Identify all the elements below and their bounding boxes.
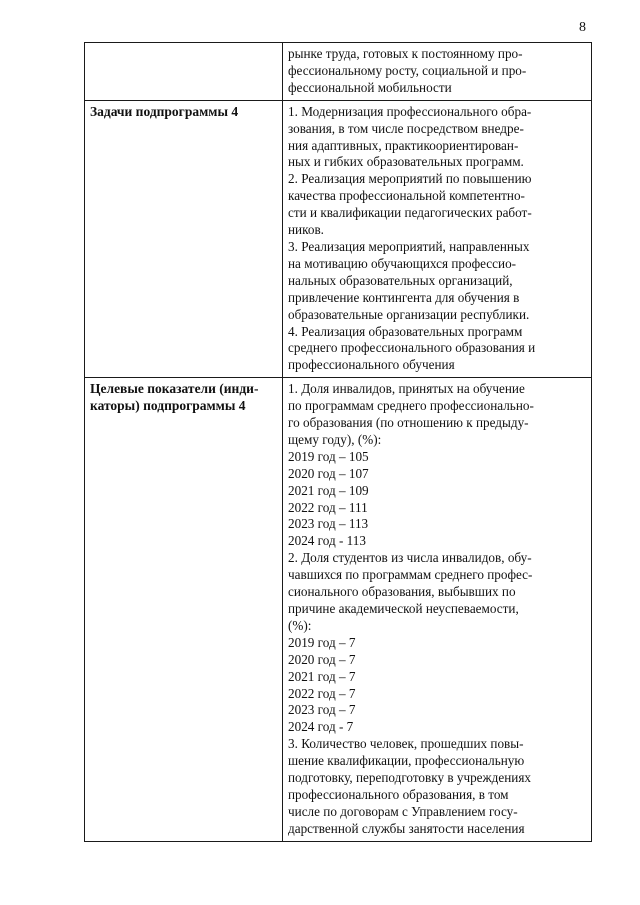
content-line: сионального образования, выбывших по (288, 584, 516, 600)
table-row (85, 43, 592, 101)
table-body (85, 43, 592, 842)
content-line: среднего профессионального образования и (288, 340, 536, 356)
row-label-line: Целевые показатели (инди- (90, 381, 259, 397)
content-line: ных и гибких образовательных программ. (288, 154, 524, 170)
content-line: профессионального образования, в том (288, 786, 509, 802)
content-line: 4. Реализация образовательных программ (288, 323, 523, 339)
content-line: 2024 год - 113 (288, 533, 366, 549)
content-line: чавшихся по программам среднего профес- (288, 567, 533, 583)
content-line: зования, в том числе посредством внедре- (288, 120, 524, 136)
content-line: по программам среднего профессионально- (288, 398, 534, 414)
content-line: 2020 год – 7 (288, 651, 356, 667)
content-line: 2022 год – 7 (288, 685, 356, 701)
content-line: фессиональному росту, социальной и про- (288, 62, 527, 78)
content-line: щему году), (%): (288, 431, 382, 447)
content-line: нальных образовательных организаций, (288, 272, 513, 288)
content-line: качества профессиональной компетентно- (288, 188, 525, 204)
content-line: сти и квалификации педагогических работ- (288, 205, 532, 221)
row-label (85, 378, 283, 841)
content-line: причине академической неуспеваемости, (288, 601, 519, 616)
content-line: 2023 год – 7 (288, 702, 356, 718)
content-line: (%): (288, 617, 312, 633)
row-content (283, 378, 592, 841)
content-line: 3. Количество человек, прошедших повы- (288, 736, 524, 752)
content-line: подготовку, переподготовку в учреждениях (288, 770, 531, 786)
content-line: фессиональной мобильности (288, 79, 452, 95)
page-number: 8 (579, 20, 586, 35)
row-label (85, 43, 283, 101)
content-line: 2021 год – 109 (288, 482, 369, 498)
content-line: дарственной службы занятости населения (288, 820, 525, 836)
table-row (85, 378, 592, 841)
content-line: 1. Доля инвалидов, принятых на обучение (288, 381, 525, 397)
content-line: 2019 год – 105 (288, 448, 369, 464)
row-content (283, 43, 592, 101)
content-line: числе по договорам с Управлением госу- (288, 803, 518, 819)
content-line: 2021 год – 7 (288, 668, 356, 684)
row-label-line: Задачи подпрограммы 4 (90, 103, 239, 119)
content-line: ния адаптивных, практикоориентирован- (288, 137, 519, 153)
content-line: 2. Реализация мероприятий по повышению (288, 171, 532, 187)
content-line: образовательные организации республики. (288, 306, 530, 322)
content-line: 2024 год - 7 (288, 719, 354, 735)
subprogram-table (84, 42, 592, 842)
content-line: го образования (по отношению к предыду- (288, 415, 529, 431)
content-line: шение квалификации, профессиональную (288, 753, 525, 769)
content-line: ников. (288, 222, 324, 238)
content-line: рынке труда, готовых к постоянному про- (288, 46, 523, 61)
row-content (283, 100, 592, 378)
table-row (85, 100, 592, 378)
content-line: 2022 год – 111 (288, 499, 368, 515)
row-label-line: каторы) подпрограммы 4 (90, 397, 246, 413)
content-line: профессионального обучения (288, 357, 455, 373)
content-line: на мотивацию обучающихся профессио- (288, 255, 517, 271)
content-line: 2023 год – 113 (288, 516, 369, 532)
content-line: 1. Модернизация профессионального обра- (288, 103, 532, 119)
row-label (85, 100, 283, 378)
content-line: 2. Доля студентов из числа инвалидов, обу- (288, 550, 532, 566)
content-line: 2019 год – 7 (288, 634, 356, 650)
content-line: 3. Реализация мероприятий, направленных (288, 238, 530, 254)
content-line: привлечение контингента для обучения в (288, 289, 520, 305)
content-line: 2020 год – 107 (288, 465, 369, 481)
